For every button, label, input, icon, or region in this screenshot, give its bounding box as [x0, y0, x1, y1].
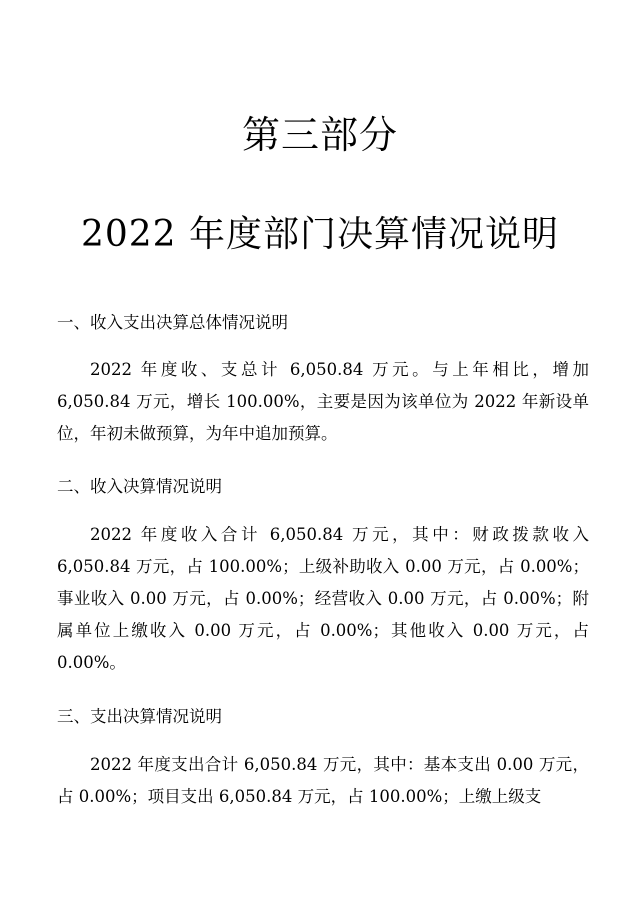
section-heading-3: 三、支出决算情况说明: [57, 707, 222, 726]
section-paragraph-1: 2022 年度收、支总计 6,050.84 万元。与上年相比，增加 6,050.84 万元，增长 100.00%，主要是因为该单位为 2022 年新设单位，年初未做预算，为年中追加预算。: [57, 360, 589, 443]
part-title: 第三部分: [241, 113, 398, 157]
section-paragraph-2: 2022 年度收入合计 6,050.84 万元，其中：财政拨款收入 6,050.84 万元，占 100.00%；上级补助收入 0.00 万元，占 0.00%；事业收入 0.00 万元，占 0.00%；经营收入 0.00 万元，占 0.00%；附属单位上缴收入 0.00 万元，占 0.00%；其他收入 0.00 万元，占 0.00%。: [57, 525, 589, 672]
section-heading-2: 二、收入决算情况说明: [57, 477, 222, 496]
section-heading-1: 一、收入支出决算总体情况说明: [57, 313, 288, 332]
section-paragraph-3: 2022 年度支出合计 6,050.84 万元，其中：基本支出 0.00 万元，占 0.00%；项目支出 6,050.84 万元，占 100.00%；上缴上级支: [57, 755, 589, 806]
document-title: 2022 年度部门决算情况说明: [80, 214, 560, 255]
